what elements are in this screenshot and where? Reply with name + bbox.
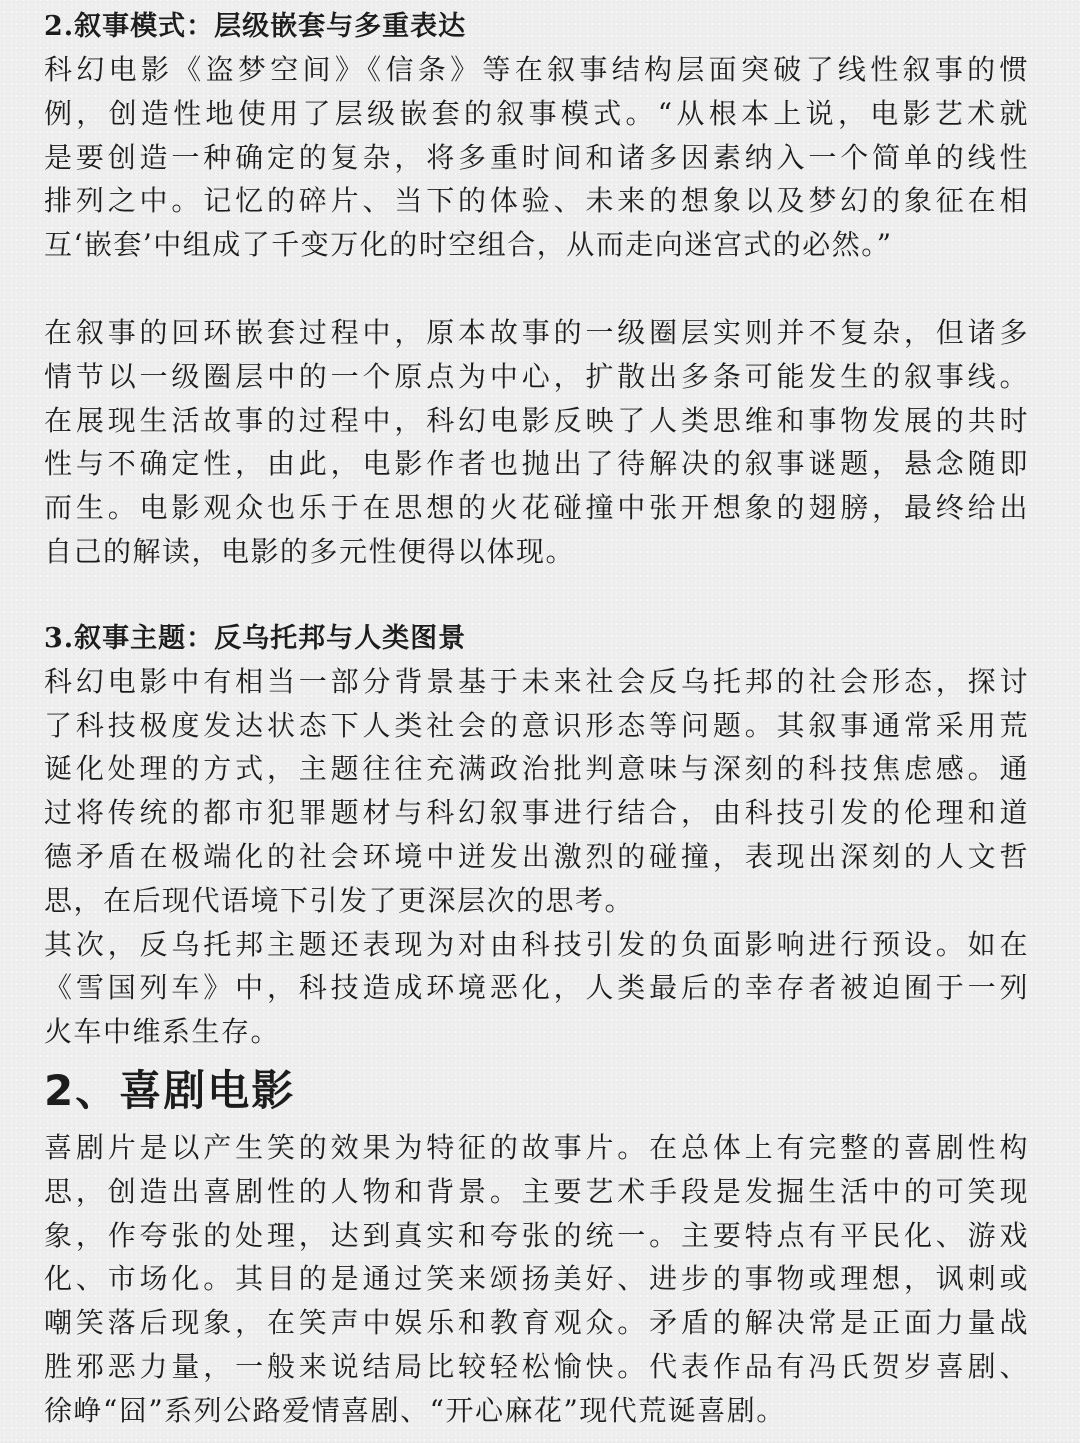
text-line: 互‘嵌套’中组成了千变万化的时空组合，从而走向迷宫式的必然。”: [44, 228, 893, 262]
paragraph: [44, 48, 1029, 267]
text-line: 排列之中。记忆的碎片、当下的体验、未来的想象以及梦幻的象征在相: [44, 184, 1029, 218]
text-line: 火车中维系生存。: [44, 1015, 281, 1049]
text-line: 科幻电影《盗梦空间》《信条》等在叙事结构层面突破了线性叙事的惯: [44, 53, 1029, 86]
text-line: 情节以一级圈层中的一个原点为中心，扩散出多条可能发生的叙事线。: [44, 359, 1029, 393]
text-line: 胜邪恶力量，一般来说结局比较轻松愉快。代表作品有冯氏贺岁喜剧、: [44, 1349, 1029, 1383]
section-heading-narrative-theme: 3.叙事主题：反乌托邦与人类图景: [44, 622, 467, 654]
text-line: 象，作夸张的处理，达到真实和夸张的统一。主要特点有平民化、游戏: [44, 1218, 1029, 1252]
text-line: 过将传统的都市犯罪题材与科幻叙事进行结合，由科技引发的伦理和道: [44, 796, 1029, 830]
text-line: 思，创造出喜剧性的人物和背景。主要艺术手段是发掘生活中的可笑现: [44, 1174, 1029, 1208]
text-line: 了科技极度发达状态下人类社会的意识形态等问题。其叙事通常采用荒: [44, 708, 1029, 742]
text-line: 其次，反乌托邦主题还表现为对由科技引发的负面影响进行预设。如在: [44, 927, 1029, 961]
text-line: 科幻电影中有相当一部分背景基于未来社会反乌托邦的社会形态，探讨: [44, 664, 1029, 698]
text-line: 喜剧片是以产生笑的效果为特征的故事片。在总体上有完整的喜剧性构: [44, 1130, 1029, 1164]
chapter-heading-comedy: 2、喜剧电影: [44, 1065, 296, 1115]
paragraph: [44, 1126, 1029, 1433]
text-line: 化、市场化。其目的是通过笑来颂扬美好、进步的事物或理想，讽刺或: [44, 1262, 1029, 1296]
text-line: 性与不确定性，由此，电影作者也抛出了待解决的叙事谜题，悬念随即: [44, 447, 1029, 481]
section-heading-narrative-mode: 2.叙事模式：层级嵌套与多重表达: [44, 11, 467, 42]
text-line: 是要创造一种确定的复杂，将多重时间和诸多因素纳入一个简单的线性: [44, 140, 1029, 174]
paragraph: [44, 923, 1029, 1054]
text-line: 《雪国列车》中，科技造成环境恶化，人类最后的幸存者被迫囿于一列: [44, 971, 1029, 1005]
text-line: 嘲笑落后现象，在笑声中娱乐和教育观众。矛盾的解决常是正面力量战: [44, 1306, 1029, 1340]
text-line: 在展现生活故事的过程中，科幻电影反映了人类思维和事物发展的共时: [44, 403, 1029, 437]
paragraph: [44, 660, 1029, 923]
text-line: 在叙事的回环嵌套过程中，原本故事的一级圈层实则并不复杂，但诸多: [44, 315, 1029, 349]
paragraph: [44, 311, 1029, 574]
text-line: 例，创造性地使用了层级嵌套的叙事模式。“从根本上说，电影艺术就: [44, 96, 1029, 130]
text-line: 自己的解读，电影的多元性便得以体现。: [44, 534, 576, 568]
document-page: [44, 6, 1029, 1433]
text-line: 而生。电影观众也乐于在思想的火花碰撞中张开想象的翅膀，最终给出: [44, 491, 1029, 525]
text-line: 思，在后现代语境下引发了更深层次的思考。: [44, 883, 635, 917]
text-line: 徐峥“囧”系列公路爱情喜剧、“开心麻花”现代荒诞喜剧。: [44, 1393, 786, 1427]
text-line: 德矛盾在极端化的社会环境中迸发出激烈的碰撞，表现出深刻的人文哲: [44, 839, 1029, 873]
text-line: 诞化处理的方式，主题往往充满政治批判意味与深刻的科技焦虑感。通: [44, 752, 1029, 786]
